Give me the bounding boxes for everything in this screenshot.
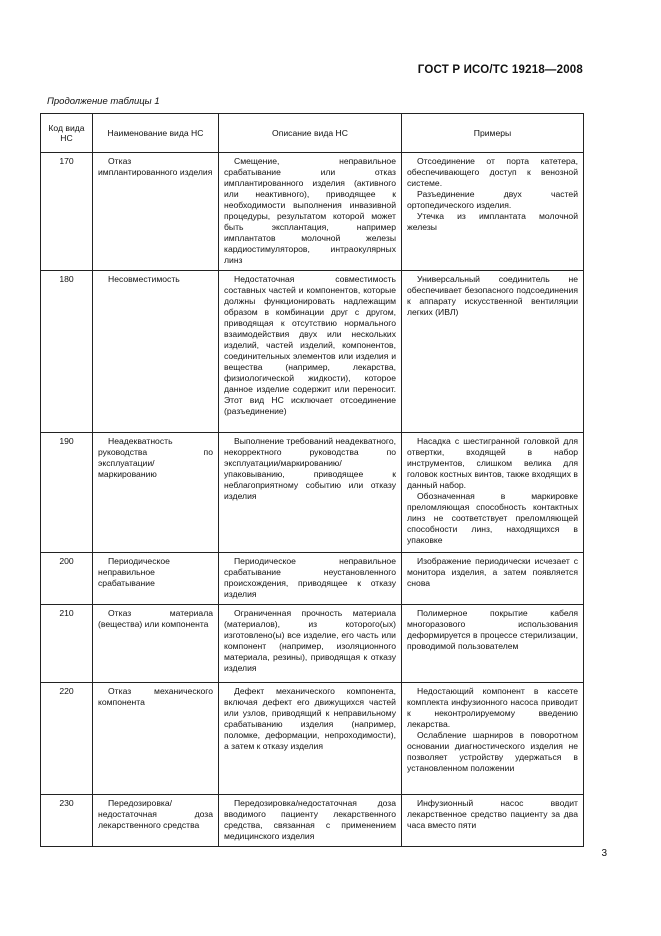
- table-row: [41, 553, 584, 605]
- cell-code: 190: [41, 433, 93, 553]
- table-caption: Продолжение таблицы 1: [47, 96, 160, 107]
- cell-code: 170: [41, 153, 93, 271]
- standard-designation: ГОСТ Р ИСО/ТС 19218—2008: [417, 64, 583, 76]
- column-header-name: Наименование вида НС: [93, 114, 219, 153]
- cell-code: 200: [41, 553, 93, 605]
- cell-code: 180: [41, 271, 93, 433]
- column-header-code: Код вида НС: [41, 114, 93, 153]
- cell-description: Периодическое неправильное срабатывание неустановленного происхождения, приводящее к отказу изделия: [219, 553, 402, 605]
- cell-description: Передозировка/недостаточная доза вводимого пациенту лекарственного средства, связанная с применением медицинского изделия: [219, 795, 402, 847]
- cell-code: 210: [41, 605, 93, 683]
- cell-examples: Отсоединение от порта катетера, обеспечивающего доступ к венозной системе. Разъединение двух частей ортопедического изделия. Утечка из имплантата молочной железы: [402, 153, 584, 271]
- cell-examples: Недостающий компонент в кассете комплекта инфузионного насоса приводит к неконтролируемому введению лекарства. Ослабление шарниров в поворотном основании диагностического изделия не позволяет устройству удержаться в установленном положении: [402, 683, 584, 795]
- cell-name: Передозировка/недостаточная доза лекарственного средства: [93, 795, 219, 847]
- column-header-examples: Примеры: [402, 114, 584, 153]
- cell-examples: Универсальный соединитель не обеспечивает безопасного подсоединения к аппарату искусственной вентиляции легких (ИВЛ): [402, 271, 584, 433]
- cell-name: Отказ имплантированного изделия: [93, 153, 219, 271]
- cell-name: Отказ механического компонента: [93, 683, 219, 795]
- hazard-types-table: [40, 113, 584, 847]
- cell-name: Неадекватность руководства по эксплуатации/маркированию: [93, 433, 219, 553]
- cell-name: Периодическое неправильное срабатывание: [93, 553, 219, 605]
- column-header-description: Описание вида НС: [219, 114, 402, 153]
- cell-examples: Насадка с шестигранной головкой для отвертки, входящей в набор инструментов, слишком велика для головок костных винтов, также входящих в данный набор. Обозначенная в маркировке преломляющая способность контактных линз не соответствует преломляющей способности линз, находящихся в упаковке: [402, 433, 584, 553]
- cell-description: Дефект механического компонента, включая дефект его движущихся частей или узлов, приводящий к неправильному срабатыванию изделия (например, поломке, деформации, непроходимости), а затем к отказу изделия: [219, 683, 402, 795]
- cell-description: Ограниченная прочность материала (материалов), из которого(ых) изготовлено(ы) все изделие, его часть или компонент (например, изоляционного материала, резины), приводящая к отказу изделия: [219, 605, 402, 683]
- cell-code: 220: [41, 683, 93, 795]
- cell-examples: Инфузионный насос вводит лекарственное средство пациенту за два часа вместо пяти: [402, 795, 584, 847]
- table-row: [41, 605, 584, 683]
- table-row: [41, 795, 584, 847]
- page-number: 3: [601, 848, 607, 859]
- cell-description: Выполнение требований неадекватного, некорректного руководства по эксплуатации/маркированию/упаковыванию, приводящее к неблагоприятному событию или отказу изделия: [219, 433, 402, 553]
- table-row: [41, 683, 584, 795]
- cell-description: Смещение, неправильное срабатывание или отказ имплантированного изделия (активного или неактивного), приводящее к необходимости выполнения инвазивной процедуры, результатом которой может быть эксплантация, например имплантатов молочной железы кардиостимуляторов, интраокулярных линз: [219, 153, 402, 271]
- cell-examples: Полимерное покрытие кабеля многоразового использования деформируется в процессе стерилизации, проводимой пользователем: [402, 605, 584, 683]
- table-row: [41, 433, 584, 553]
- cell-name: Отказ материала (вещества) или компонента: [93, 605, 219, 683]
- cell-description: Недостаточная совместимость составных частей и компонентов, которые должны функционировать надлежащим образом в комбинации друг с другом, приводящая к отсутствию нормального взаимодействия двух или нескольких изделий, частей изделий, компонентов, соединительных элементов или изделия и вещества (например, лекарства, физиологической жидкости), которое данное изделие содержит или переносит. Этот вид НС исключает отсоединение (разъединение): [219, 271, 402, 433]
- table-header-row: [41, 114, 584, 153]
- cell-code: 230: [41, 795, 93, 847]
- table-row: [41, 271, 584, 433]
- cell-name: Несовместимость: [93, 271, 219, 433]
- cell-examples: Изображение периодически исчезает с монитора изделия, а затем появляется снова: [402, 553, 584, 605]
- table-row: [41, 153, 584, 271]
